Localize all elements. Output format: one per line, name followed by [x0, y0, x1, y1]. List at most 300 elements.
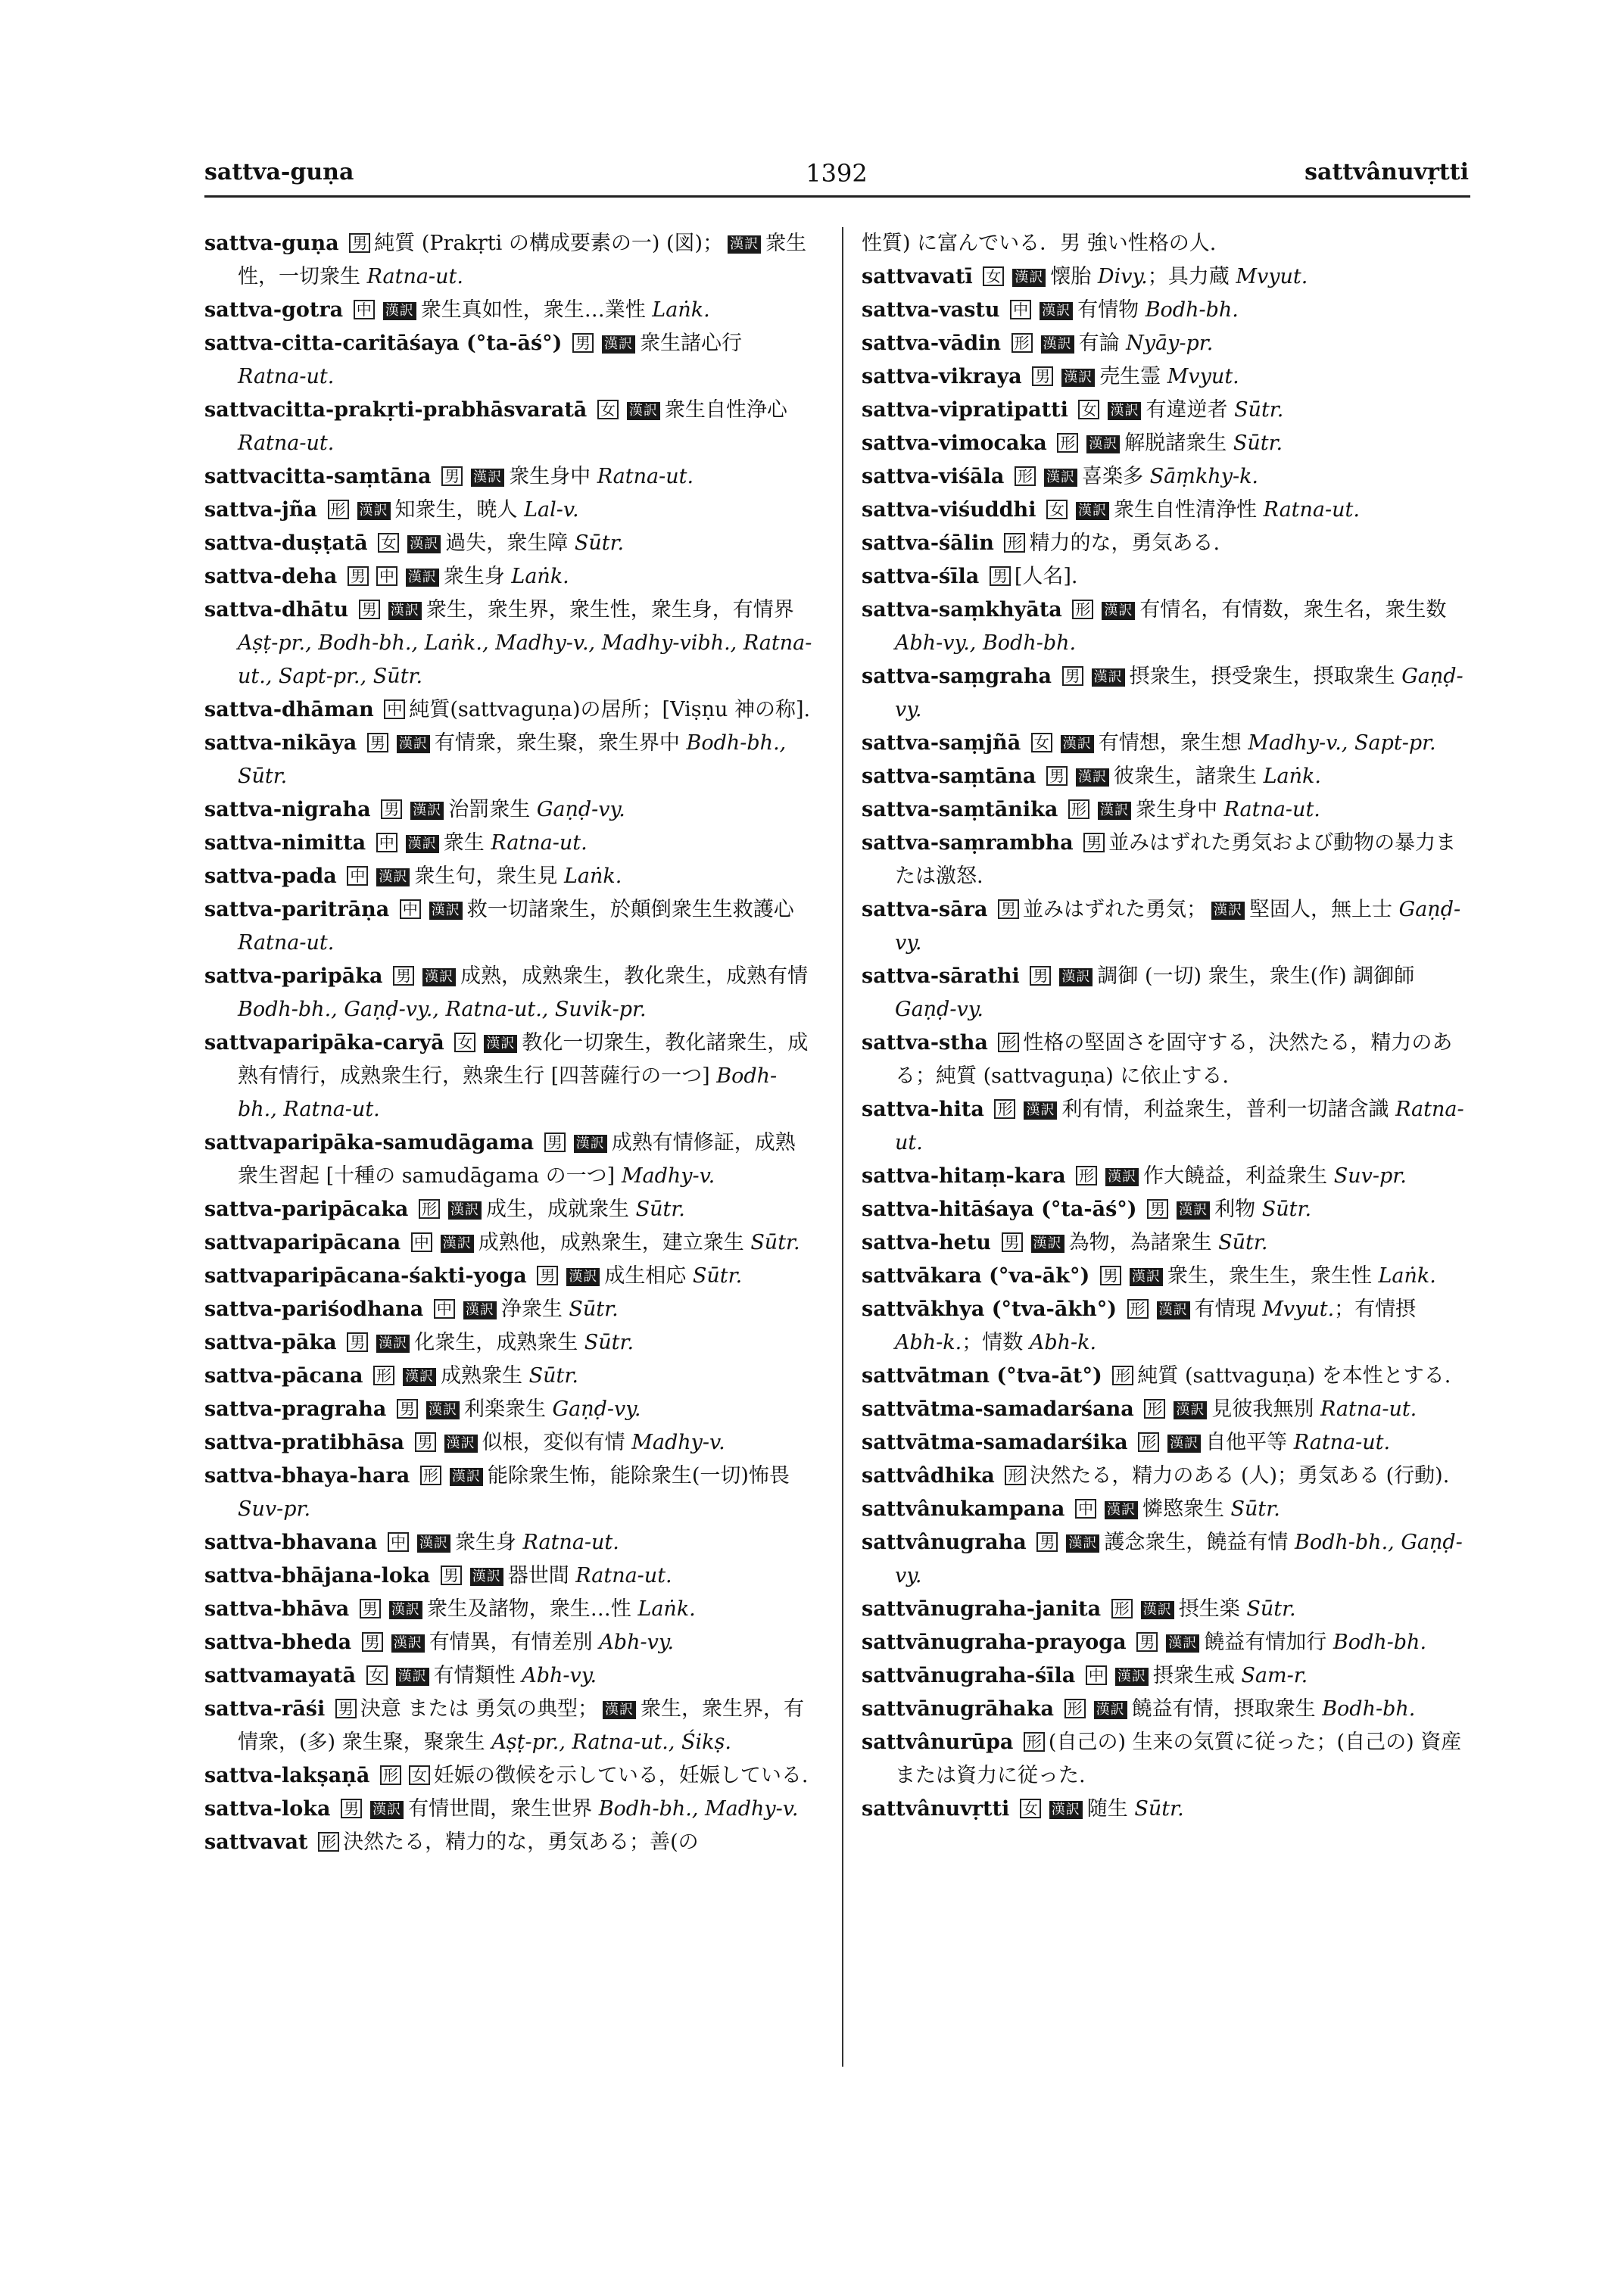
entry-gloss: 衆生，衆生界，有情衆，(多) 衆生聚，聚衆生 — [238, 1697, 804, 1754]
entry-headword: sattva-paripācaka — [204, 1198, 409, 1221]
dictionary-entry — [862, 1693, 1467, 1726]
entry-headword: sattva-vādin — [862, 332, 1001, 355]
header-left-guideword: sattva-guṇa — [204, 159, 354, 185]
dictionary-entry — [204, 1793, 814, 1826]
entry-headword: sattva-bhavana — [204, 1531, 378, 1554]
entry-gloss: 有情衆，衆生聚，衆生界中 — [434, 731, 680, 755]
dictionary-entry — [204, 1659, 814, 1693]
entry-headword: sattva-pragraha — [204, 1397, 387, 1421]
grammar-badge: 男 — [544, 1132, 566, 1152]
kanyaku-badge: 漢訳 — [1174, 1401, 1207, 1419]
entry-gloss: 化衆生，成熟衆生 — [414, 1331, 578, 1354]
dictionary-entry — [862, 660, 1467, 727]
entry-gloss: [人名]. — [1014, 565, 1078, 588]
dictionary-entry — [204, 960, 814, 1027]
kanyaku-badge: 漢訳 — [603, 1701, 636, 1719]
kanyaku-badge: 漢訳 — [410, 802, 444, 820]
source-reference: Sūtr. — [569, 1298, 619, 1321]
source-reference: Madhy-v. — [631, 1431, 725, 1454]
grammar-badge: 男 — [1032, 366, 1053, 386]
entry-gloss: 衆生，衆生界，衆生性，衆生身，有情界 — [425, 598, 794, 622]
page-number: 1392 — [806, 159, 868, 188]
entry-headword: sattva-citta-caritāśaya (°ta-āś°) — [204, 332, 563, 355]
entry-gloss: 過失，衆生障 — [445, 531, 569, 555]
kanyaku-badge: 漢訳 — [357, 502, 391, 520]
dictionary-entry — [862, 1260, 1467, 1293]
entry-headword: sattva-pācana — [204, 1364, 363, 1388]
entry-gloss: 利有情，利益衆生，普利一切諸含識 — [1061, 1098, 1389, 1121]
entry-headword: sattvâdhika — [862, 1464, 995, 1488]
grammar-badge: 男 — [381, 799, 402, 819]
entry-headword: sattvânugraha — [862, 1531, 1027, 1554]
grammar-badge: 形 — [318, 1832, 339, 1852]
source-reference: Sūtr. — [635, 1198, 685, 1221]
entry-gloss: 摂衆生，摂受衆生，摂取衆生 — [1129, 665, 1395, 688]
entry-gloss: ；具力蔵 — [1147, 265, 1230, 288]
kanyaku-badge: 漢訳 — [484, 1035, 517, 1053]
grammar-badge: 中 — [347, 866, 368, 886]
kanyaku-badge: 漢訳 — [417, 1534, 450, 1553]
dictionary-entry — [862, 827, 1467, 893]
grammar-badge: 形 — [1127, 1299, 1149, 1319]
grammar-badge: 中 — [1075, 1499, 1096, 1519]
grammar-badge: 形 — [1144, 1399, 1165, 1419]
grammar-badge: 形 — [1064, 1699, 1086, 1718]
entry-gloss: 衆生身中 — [509, 465, 591, 488]
left-column — [204, 227, 814, 1859]
grammar-badge: 形 — [420, 1466, 441, 1485]
kanyaku-badge: 漢訳 — [1094, 1701, 1127, 1719]
dictionary-entry — [862, 1027, 1467, 1093]
kanyaku-badge: 漢訳 — [471, 469, 504, 487]
header-rule — [204, 195, 1470, 198]
dictionary-entry — [862, 1726, 1467, 1793]
dictionary-entry — [204, 1226, 814, 1260]
dictionary-entry — [204, 1193, 814, 1226]
entry-gloss: 有情物 — [1077, 298, 1139, 322]
entry-gloss: ；情数 — [962, 1331, 1024, 1354]
source-reference: Sūtr. — [584, 1331, 634, 1354]
entry-gloss: 決意 または 勇気の典型； — [360, 1697, 598, 1721]
kanyaku-badge: 漢訳 — [1066, 1534, 1099, 1553]
dictionary-entry — [862, 294, 1467, 327]
dictionary-entry — [204, 294, 814, 327]
dictionary-entry — [862, 427, 1467, 460]
entry-headword: sattvânurūpa — [862, 1731, 1014, 1754]
grammar-badge: 中 — [384, 699, 405, 719]
kanyaku-badge: 漢訳 — [376, 868, 410, 886]
kanyaku-badge: 漢訳 — [422, 968, 456, 986]
entry-gloss: 並みはずれた勇気； — [1023, 898, 1208, 921]
kanyaku-badge: 漢訳 — [1177, 1201, 1210, 1220]
dictionary-entry — [862, 1493, 1467, 1526]
grammar-badge: 女 — [454, 1033, 475, 1052]
source-reference: Sāṃkhy-k. — [1149, 465, 1259, 488]
source-reference: Madhy-v. — [621, 1164, 715, 1188]
dictionary-entry — [862, 227, 1467, 260]
dictionary-entry — [862, 960, 1467, 1027]
kanyaku-badge: 漢訳 — [1167, 1435, 1201, 1453]
dictionary-entry — [204, 1559, 814, 1593]
entry-gloss: 純質(sattvaguṇa)の居所；[Viṣṇu 神の称]. — [409, 698, 811, 721]
source-reference: Bodh-bh. — [1333, 1631, 1427, 1654]
source-reference: Ratna-ut. — [597, 465, 694, 488]
source-reference: Sūtr. — [1234, 398, 1284, 422]
grammar-badge: 男 — [393, 966, 414, 986]
dictionary-entry — [204, 1326, 814, 1360]
source-reference: Nyāy-pr. — [1126, 332, 1214, 355]
kanyaku-badge: 漢訳 — [566, 1268, 600, 1286]
source-reference: Ratna-ut. — [1263, 498, 1360, 522]
source-reference: Ratna-ut. — [1293, 1431, 1391, 1454]
entry-headword: sattvātman (°tva-āt°) — [862, 1364, 1102, 1388]
dictionary-entry — [204, 1593, 814, 1626]
source-reference: Laṅk. — [652, 298, 710, 322]
source-reference: Sam-r. — [1241, 1664, 1308, 1687]
entry-headword: sattva-vimocaka — [862, 431, 1047, 455]
grammar-badge: 男 — [441, 1566, 462, 1585]
entry-headword: sattva-dhāman — [204, 698, 374, 721]
grammar-badge: 中 — [434, 1299, 455, 1319]
source-reference: Ratna-ut. — [238, 931, 335, 955]
source-reference: Abh-vy. — [522, 1664, 597, 1687]
dictionary-entry — [204, 1526, 814, 1559]
dictionary-entry — [204, 527, 814, 560]
entry-headword: sattva-loka — [204, 1797, 331, 1821]
entry-gloss: 知衆生，暁人 — [394, 498, 518, 522]
kanyaku-badge: 漢訳 — [429, 902, 463, 920]
entry-gloss: 有情現 — [1194, 1298, 1256, 1321]
page-header — [204, 159, 1469, 204]
grammar-badge: 形 — [1068, 799, 1089, 819]
entry-headword: sattva-paripāka — [204, 964, 383, 988]
dictionary-entry — [204, 693, 814, 727]
source-reference: Sūtr. — [692, 1264, 743, 1288]
entry-gloss: (自己の) 生来の気質に従った；(自己の) 資産または資力に従った. — [895, 1731, 1462, 1787]
entry-gloss: 喜楽多 — [1082, 465, 1144, 488]
grammar-badge: 形 — [1072, 600, 1093, 619]
entry-gloss: 利楽衆生 — [463, 1397, 546, 1421]
entry-headword: sattva-vipratipatti — [862, 398, 1068, 422]
entry-headword: sattva-rāśi — [204, 1697, 326, 1721]
grammar-badge: 女 — [1031, 733, 1052, 752]
entry-gloss: 決然たる，精力的な，勇気ある；善(の — [343, 1830, 699, 1854]
dictionary-entry — [862, 727, 1467, 760]
entry-headword: sattvacitta-saṃtāna — [204, 465, 432, 488]
kanyaku-badge: 漢訳 — [1130, 1268, 1163, 1286]
entry-gloss: 有情名，有情数，衆生名，衆生数 — [1139, 598, 1447, 622]
grammar-badge: 男 — [362, 1632, 383, 1652]
header-right-guideword: sattvânuvṛtti — [1304, 159, 1469, 185]
kanyaku-badge: 漢訳 — [463, 1301, 497, 1319]
grammar-badge: 男 — [1147, 1199, 1168, 1219]
grammar-badge: 男 — [998, 899, 1019, 919]
entry-headword: sattva-nimitta — [204, 831, 366, 855]
entry-gloss: 能除衆生怖，能除衆生(一切)怖畏 — [487, 1464, 790, 1488]
entry-headword: sattva-nigraha — [204, 798, 371, 821]
source-reference: Ratna-ut. — [238, 431, 335, 455]
dictionary-entry — [204, 1626, 814, 1659]
entry-headword: sattvânuvṛtti — [862, 1797, 1010, 1821]
grammar-badge: 男 — [537, 1266, 558, 1285]
dictionary-entry — [862, 560, 1467, 594]
entry-gloss: 利物 — [1214, 1198, 1256, 1221]
entry-gloss: 衆生及諸物，衆生…性 — [426, 1597, 631, 1621]
dictionary-entry — [862, 1793, 1467, 1826]
kanyaku-badge: 漢訳 — [1141, 1601, 1174, 1619]
source-reference: Laṅk. — [1263, 765, 1321, 788]
entry-gloss: 衆生 — [443, 831, 485, 855]
entry-gloss: 成熟有情修証，成熟衆生習起 [十種の samudāgama の一つ] — [238, 1131, 796, 1188]
kanyaku-badge: 漢訳 — [448, 1201, 482, 1220]
dictionary-entry — [204, 1826, 814, 1859]
grammar-badge: 男 — [415, 1432, 436, 1452]
entry-gloss: 浄衆生 — [500, 1298, 563, 1321]
kanyaku-badge: 漢訳 — [406, 835, 439, 853]
entry-headword: sattva-pariśodhana — [204, 1298, 424, 1321]
grammar-badge: 女 — [983, 266, 1004, 286]
source-reference: Aṣṭ-pr., Ratna-ut., Śikṣ. — [491, 1731, 731, 1754]
dictionary-entry — [862, 1226, 1467, 1260]
kanyaku-badge: 漢訳 — [1098, 802, 1131, 820]
entry-headword: sattva-bhājana-loka — [204, 1564, 431, 1587]
kanyaku-badge: 漢訳 — [1166, 1634, 1199, 1653]
entry-headword: sattva-sāra — [862, 898, 988, 921]
entry-headword: sattva-duṣṭatā — [204, 531, 368, 555]
entry-gloss: 衆生身 — [454, 1531, 516, 1554]
grammar-badge: 中 — [376, 566, 397, 586]
kanyaku-badge: 漢訳 — [1108, 402, 1141, 420]
entry-gloss: 衆生句，衆生見 — [414, 865, 558, 888]
kanyaku-badge: 漢訳 — [728, 235, 761, 254]
grammar-badge: 男 — [335, 1699, 357, 1718]
kanyaku-badge: 漢訳 — [1049, 1801, 1083, 1819]
source-reference: Bodh-bh., Madhy-v. — [598, 1797, 799, 1821]
kanyaku-badge: 漢訳 — [1061, 735, 1094, 753]
kanyaku-badge: 漢訳 — [450, 1468, 483, 1486]
grammar-badge: 中 — [354, 300, 375, 319]
source-reference: Suv-pr. — [238, 1497, 311, 1521]
kanyaku-badge: 漢訳 — [1059, 968, 1093, 986]
dictionary-entry — [862, 760, 1467, 793]
source-reference: Ratna-ut. — [238, 365, 335, 388]
entry-headword: sattvātma-samadarśana — [862, 1397, 1134, 1421]
grammar-badge: 男 — [341, 1799, 362, 1818]
grammar-badge: 男 — [1046, 766, 1068, 786]
entry-gloss: 有違逆者 — [1146, 398, 1228, 422]
grammar-badge: 男 — [360, 1599, 381, 1618]
dictionary-entry — [204, 1393, 814, 1426]
entry-headword: sattvaparipācana — [204, 1231, 401, 1254]
source-reference: Mvyut. — [1236, 265, 1308, 288]
dictionary-entry — [204, 1460, 814, 1526]
entry-gloss: 成生，成就衆生 — [486, 1198, 629, 1221]
source-reference: Ratna-ut. — [1223, 798, 1320, 821]
entry-gloss: 衆生身 — [443, 565, 505, 588]
source-reference: Gaṇḍ-vy. — [895, 665, 1463, 721]
kanyaku-badge: 漢訳 — [1076, 768, 1109, 787]
dictionary-entry — [862, 1160, 1467, 1193]
entry-headword: sattva-śālin — [862, 531, 994, 555]
entry-gloss: 成生相応 — [604, 1264, 687, 1288]
entry-gloss: 懐胎 — [1050, 265, 1092, 288]
column-divider — [842, 227, 843, 2067]
grammar-badge: 女 — [597, 400, 619, 419]
entry-gloss: 見彼我無別 — [1211, 1397, 1314, 1421]
source-reference: Bodh-bh., Gaṇḍ-vy. — [895, 1531, 1463, 1587]
source-reference: Bodh-bh., Gaṇḍ-vy., Ratna-ut., Suvik-pr. — [238, 998, 647, 1021]
entry-headword: sattva-dhātu — [204, 598, 349, 622]
entry-headword: sattvānugraha-śīla — [862, 1664, 1076, 1687]
source-reference: Sūtr. — [574, 531, 625, 555]
entry-headword: sattva-saṃrambha — [862, 831, 1074, 855]
entry-headword: sattva-bhaya-hara — [204, 1464, 410, 1488]
entry-headword: sattvākara (°va-āk°) — [862, 1264, 1090, 1288]
dictionary-entry — [204, 860, 814, 893]
source-reference: Gaṇḍ-vy. — [536, 798, 625, 821]
source-reference: Laṅk. — [637, 1597, 696, 1621]
entry-gloss: 憐愍衆生 — [1142, 1497, 1224, 1521]
dictionary-entry — [204, 560, 814, 594]
entry-headword: sattva-paritrāṇa — [204, 898, 390, 921]
grammar-badge: 形 — [1024, 1732, 1045, 1752]
source-reference: Ratna-ut. — [1320, 1397, 1417, 1421]
entry-gloss: 有情異，有情差別 — [429, 1631, 593, 1654]
grammar-badge: 形 — [328, 500, 349, 519]
source-reference: Abh-k. — [1029, 1331, 1097, 1354]
source-reference: Gaṇḍ-vy. — [895, 898, 1461, 955]
kanyaku-badge: 漢訳 — [1157, 1301, 1190, 1319]
source-reference: Ratna-ut. — [895, 1098, 1464, 1154]
entry-gloss: 並みはずれた勇気および動物の暴力または激怒. — [895, 831, 1457, 888]
entry-gloss: 調御 (一切) 衆生，衆生(作) 調御師 — [1097, 964, 1415, 988]
kanyaku-badge: 漢訳 — [444, 1435, 478, 1453]
dictionary-entry — [204, 494, 814, 527]
entry-headword: sattva-pratibhāsa — [204, 1431, 405, 1454]
entry-gloss: 決然たる，精力のある (人)；勇気ある (行動). — [1030, 1464, 1450, 1488]
dictionary-entry — [204, 1360, 814, 1393]
entry-headword: sattva-hitaṃ-kara — [862, 1164, 1066, 1188]
entry-headword: sattvākhya (°tva-ākh°) — [862, 1298, 1117, 1321]
entry-gloss: ；有情摂 — [1334, 1298, 1417, 1321]
kanyaku-badge: 漢訳 — [1102, 602, 1135, 620]
entry-gloss: 衆生真如性，衆生…業性 — [420, 298, 646, 322]
kanyaku-badge: 漢訳 — [383, 302, 416, 320]
entry-headword: sattvavat — [204, 1830, 308, 1854]
entry-headword: sattva-hitāśaya (°ta-āś°) — [862, 1198, 1137, 1221]
grammar-badge: 形 — [1015, 466, 1036, 486]
entry-gloss: 売生霊 — [1099, 365, 1161, 388]
dictionary-entry — [204, 1426, 814, 1460]
entry-gloss: 成熟，成熟衆生，教化衆生，成熟有情 — [460, 964, 809, 988]
kanyaku-badge: 漢訳 — [1040, 302, 1073, 320]
entry-gloss: 救一切諸衆生，於顛倒衆生生救護心 — [466, 898, 794, 921]
entry-gloss: 有情想，衆生想 — [1098, 731, 1242, 755]
kanyaku-badge: 漢訳 — [574, 1135, 607, 1153]
grammar-badge: 男 — [1036, 1532, 1058, 1552]
kanyaku-badge: 漢訳 — [1041, 335, 1074, 354]
entry-gloss: 教化一切衆生，教化諸衆生，成熟有情行，成熟衆生行，熟衆生行 [四菩薩行の一つ] — [238, 1031, 809, 1088]
entry-gloss: 器世間 — [507, 1564, 569, 1587]
source-reference: Bodh-bh., Ratna-ut. — [238, 1064, 778, 1121]
kanyaku-badge: 漢訳 — [389, 1601, 422, 1619]
entry-headword: sattva-hita — [862, 1098, 984, 1121]
source-reference: Laṅk. — [1378, 1264, 1436, 1288]
right-column — [862, 227, 1467, 1826]
dictionary-entry — [204, 893, 814, 960]
entry-gloss: 彼衆生，諸衆生 — [1113, 765, 1257, 788]
entry-headword: sattvātma-samadarśika — [862, 1431, 1128, 1454]
kanyaku-badge: 漢訳 — [1031, 1235, 1064, 1253]
dictionary-entry — [204, 1027, 814, 1126]
kanyaku-badge: 漢訳 — [1012, 269, 1046, 287]
entry-gloss: 純質 (Prakṛti の構成要素の一) (図)； — [374, 232, 724, 255]
kanyaku-badge: 漢訳 — [407, 535, 441, 553]
kanyaku-badge: 漢訳 — [406, 569, 439, 587]
dictionary-entry — [862, 1626, 1467, 1659]
source-reference: Bodh-bh., Sūtr. — [238, 731, 787, 788]
entry-headword: sattva-stha — [862, 1031, 988, 1055]
entry-gloss: 精力的な，勇気ある. — [1029, 531, 1220, 555]
kanyaku-badge: 漢訳 — [1105, 1168, 1139, 1186]
kanyaku-badge: 漢訳 — [426, 1401, 460, 1419]
grammar-badge: 形 — [1076, 1166, 1097, 1185]
source-reference: Sūtr. — [1246, 1597, 1296, 1621]
entry-headword: sattva-viśāla — [862, 465, 1005, 488]
dictionary-entry — [204, 1693, 814, 1759]
grammar-badge: 男 — [441, 466, 463, 486]
entry-gloss: 饒益有情加行 — [1204, 1631, 1327, 1654]
entry-gloss: 性格の堅固さを固守する，決然たる，精力のある；純質 (sattvaguṇa) に依止する. — [895, 1031, 1453, 1088]
entry-headword: sattva-deha — [204, 565, 338, 588]
source-reference: Ratna-ut. — [366, 265, 463, 288]
entry-headword: sattvânukampana — [862, 1497, 1065, 1521]
entry-headword: sattva-vastu — [862, 298, 1000, 322]
dictionary-entry — [862, 1393, 1467, 1426]
dictionary-entry — [862, 1426, 1467, 1460]
entry-gloss: 成熟他，成熟衆生，建立衆生 — [478, 1231, 744, 1254]
grammar-badge: 中 — [400, 899, 421, 919]
entry-gloss: 成熟衆生 — [441, 1364, 523, 1388]
grammar-badge: 男 — [347, 1332, 368, 1352]
entry-gloss: 治罰衆生 — [448, 798, 531, 821]
source-reference: Laṅk. — [511, 565, 569, 588]
dictionary-entry — [204, 394, 814, 460]
entry-gloss: 衆生自性浄心 — [664, 398, 787, 422]
entry-headword: sattva-vikraya — [862, 365, 1022, 388]
source-reference: Sūtr. — [1134, 1797, 1184, 1821]
entry-headword: sattvavatī — [862, 265, 973, 288]
kanyaku-badge: 漢訳 — [1024, 1101, 1057, 1120]
entry-gloss: 護念衆生，饒益有情 — [1104, 1531, 1289, 1554]
grammar-badge: 中 — [388, 1532, 409, 1552]
grammar-badge: 形 — [1005, 1466, 1026, 1485]
kanyaku-badge: 漢訳 — [376, 1335, 410, 1353]
grammar-badge: 中 — [376, 833, 397, 852]
dictionary-entry — [862, 460, 1467, 494]
grammar-badge: 形 — [419, 1199, 440, 1219]
entry-headword: sattva-saṃtānika — [862, 798, 1058, 821]
entry-gloss: 衆生，衆生生，衆生性 — [1167, 1264, 1372, 1288]
source-reference: Mvyut. — [1262, 1298, 1335, 1321]
entry-headword: sattva-gotra — [204, 298, 344, 322]
source-reference: Lal-v. — [524, 498, 579, 522]
grammar-badge: 女 — [366, 1665, 388, 1685]
entry-headword: sattva-pada — [204, 865, 337, 888]
entry-gloss: 随生 — [1086, 1797, 1128, 1821]
dictionary-entry — [862, 327, 1467, 360]
grammar-badge: 男 — [367, 733, 388, 752]
